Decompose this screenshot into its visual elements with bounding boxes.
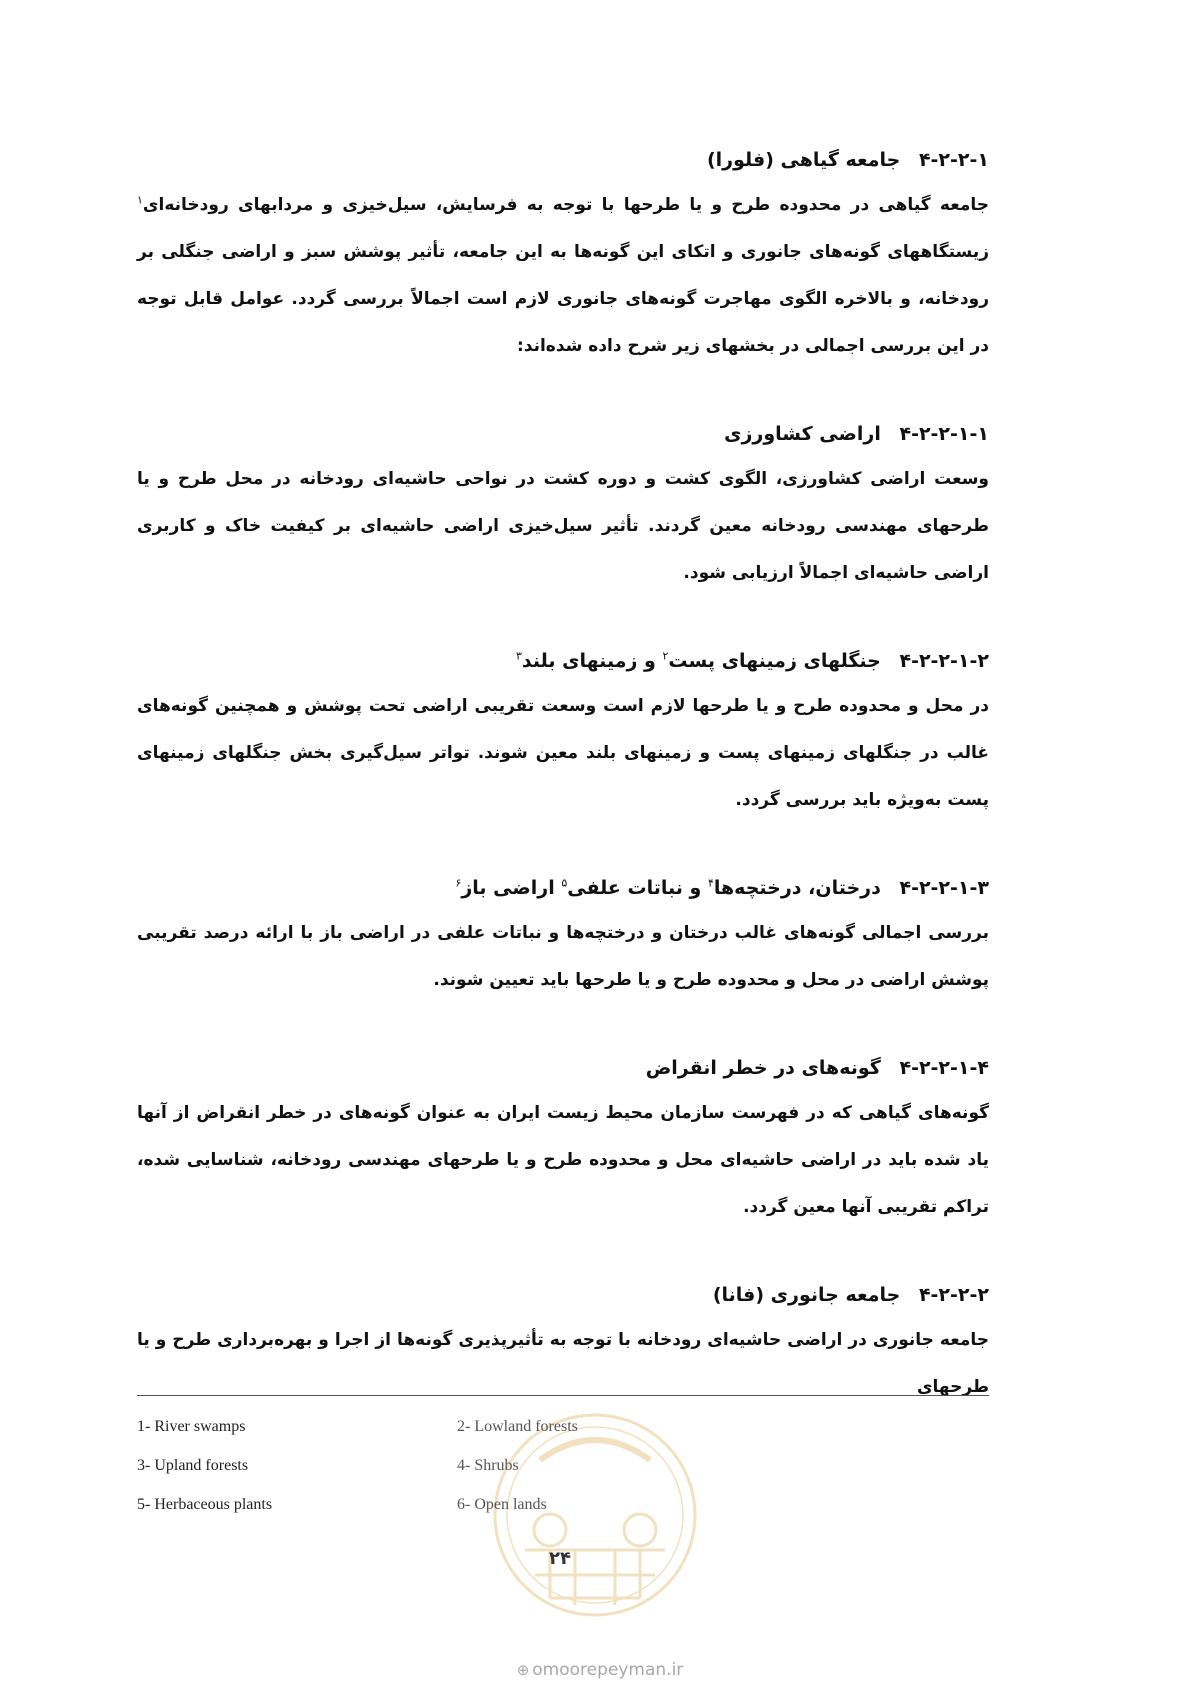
section-title: جامعه گیاهی (فلورا) (706, 149, 901, 171)
section-number: ۴-۲-۲-۱-۲ (899, 650, 989, 672)
main-content (137, 140, 989, 1455)
section-fauna (137, 1275, 989, 1411)
section-body: جامعه جانوری در اراضی حاشیه‌ای رودخانه با توجه به تأثیرپذیری گونه‌ها از اجرا و بهره‌برداری طرح و یا طرحهای (137, 1330, 989, 1397)
section-number: ۴-۲-۲-۱-۳ (899, 877, 989, 899)
globe-icon: ⊕ (516, 1661, 530, 1679)
footnote-divider (137, 1395, 989, 1396)
section-number: ۴-۲-۲-۱ (918, 149, 989, 171)
section-agricultural-lands (137, 414, 989, 597)
footnotes (137, 1418, 777, 1535)
section-title-part: و زمینهای بلند (521, 650, 663, 672)
section-body: در محل و محدوده طرح و یا طرحها لازم است وسعت تقریبی اراضی تحت پوشش و همچنین گونه‌های غالب در جنگلهای زمینهای پست و زمینهای بلند معین شوند. تواتر سیل‌گیری بخش جنگلهای زمینهای پست به‌ویژه باید بررسی گردد. (137, 696, 989, 810)
body-text-part: جامعه گیاهی در محدوده طرح و یا طرحها با توجه به فرسایش، سیل‌خیزی و مردابهای رودخانه‌ای (142, 195, 989, 215)
section-title-part: و نباتات علفی (567, 877, 708, 899)
site-watermark (480, 1660, 720, 1680)
section-title-part: درختان، درختچه‌ها (713, 877, 881, 899)
footnote-row (137, 1496, 777, 1535)
footnote-ref: ۵ (561, 876, 568, 890)
section-title-part: جنگلهای زمینهای پست (668, 650, 881, 672)
section-title: اراضی کشاورزی (724, 423, 881, 445)
section-forests (137, 641, 989, 824)
section-number: ۴-۲-۲-۱-۴ (899, 1057, 989, 1079)
section-heading (137, 641, 989, 681)
section-heading (137, 140, 989, 180)
section-title: جامعه جانوری (فانا) (712, 1284, 901, 1306)
section-heading (137, 1275, 989, 1315)
section-number: ۴-۲-۲-۲ (918, 1284, 989, 1306)
footnote-row (137, 1418, 777, 1457)
footnote: 1- River swamps (137, 1418, 246, 1435)
section-flora (137, 140, 989, 370)
section-body: وسعت اراضی کشاورزی، الگوی کشت و دوره کشت در نواحی حاشیه‌ای رودخانه در محل طرح و یا طرحهای مهندسی رودخانه معین گردند. تأثیر سیل‌خیزی اراضی حاشیه‌ای بر کیفیت خاک و کاربری اراضی حاشیه‌ای اجمالاً ارزیابی شود. (137, 469, 989, 583)
footnote: 5- Herbaceous plants (137, 1496, 273, 1513)
watermark-text: omoorepeyman.ir (532, 1660, 684, 1680)
section-heading (137, 414, 989, 454)
footnote-ref: ۲ (662, 649, 669, 663)
footnote-ref: ۱ (137, 193, 143, 207)
footnote: 3- Upland forests (137, 1457, 249, 1474)
footnote: 4- Shrubs (457, 1457, 519, 1474)
footnote: 6- Open lands (457, 1496, 547, 1513)
section-endangered-species (137, 1048, 989, 1231)
body-text-part: زیستگاههای گونه‌های جانوری و اتکای این گونه‌ها به این جامعه، تأثیر پوشش سبز و اراضی جنگلی بر رودخانه، و بالاخره الگوی مهاجرت گونه‌های جانوری لازم است اجمالاً بررسی گردد. عوامل قابل توجه در این بررسی اجمالی در بخشهای زیر شرح داده شده‌اند: (137, 242, 989, 356)
section-body: گونه‌های گیاهی که در فهرست سازمان محیط زیست ایران به عنوان گونه‌های در خطر انقراض از آنها یاد شده باید در اراضی حاشیه‌ای محل و محدوده طرح و یا طرحهای مهندسی رودخانه، شناسایی شده، تراکم تقریبی آنها معین گردد. (137, 1103, 989, 1217)
footnote: 2- Lowland forests (457, 1418, 578, 1435)
footnote-row (137, 1457, 777, 1496)
section-trees-shrubs (137, 868, 989, 1004)
section-title: گونه‌های در خطر انقراض (645, 1057, 881, 1079)
footnote-ref: ۴ (707, 876, 714, 890)
page-number: ۲۴ (549, 1548, 571, 1569)
section-heading (137, 868, 989, 908)
section-title-part: اراضی باز (461, 877, 562, 899)
section-heading (137, 1048, 989, 1088)
section-body: بررسی اجمالی گونه‌های غالب درختان و درختچه‌ها و نباتات علفی در اراضی باز با ارائه درصد تقریبی پوشش اراضی در محل و محدوده طرح و یا طرحها باید تعیین شوند. (137, 923, 989, 990)
footnote-ref: ۶ (455, 876, 462, 890)
footnote-ref: ۳ (515, 649, 522, 663)
section-number: ۴-۲-۲-۱-۱ (899, 423, 989, 445)
section-body (137, 182, 989, 370)
